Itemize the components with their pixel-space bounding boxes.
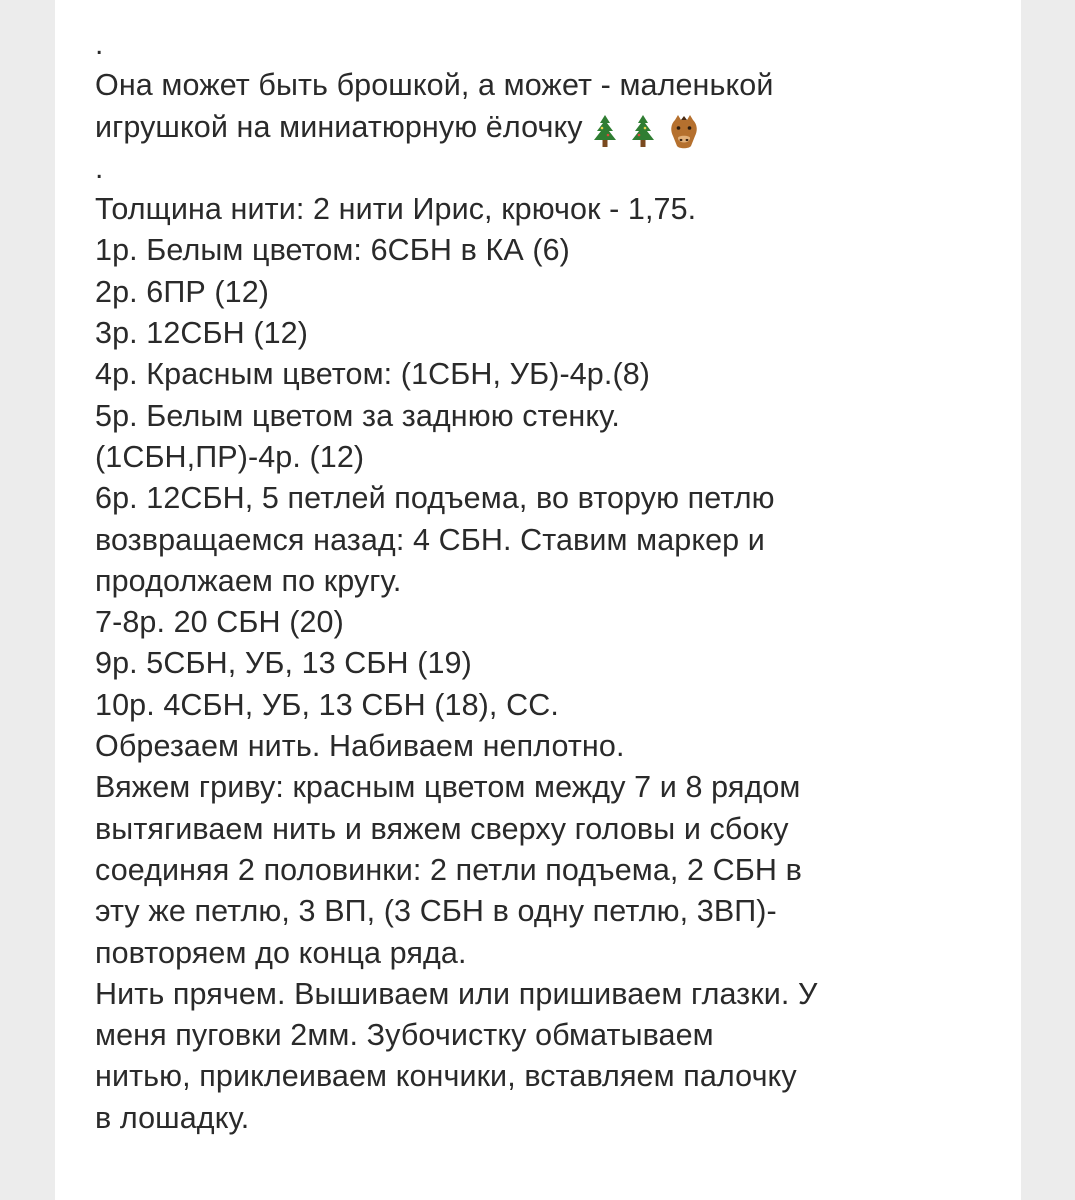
text-line: 5р. Белым цветом за заднюю стенку. — [95, 398, 620, 433]
text-line: повторяем до конца ряда. — [95, 935, 467, 970]
text-line: вытягиваем нить и вяжем сверху головы и сбоку — [95, 811, 789, 846]
text-line: эту же петлю, 3 ВП, (3 СБН в одну петлю, 3ВП)- — [95, 894, 777, 929]
horse-face-icon — [667, 114, 701, 150]
text-line: 4р. Красным цветом: (1СБН, УБ)-4р.(8) — [95, 357, 651, 392]
text-line: нитью, приклеиваем кончики, вставляем палочку — [95, 1059, 797, 1094]
text-line: 7-8р. 20 СБН (20) — [95, 605, 344, 640]
text-line: 2р. 6ПР (12) — [95, 274, 270, 309]
post-page — [55, 0, 1021, 1200]
text-line: Обрезаем нить. Набиваем неплотно. — [95, 729, 625, 764]
text-line: (1СБН,ПР)-4р. (12) — [95, 439, 365, 474]
text-line: 10р. 4СБН, УБ, 13 СБН (18), СС. — [95, 687, 559, 722]
text-line: 3р. 12СБН (12) — [95, 316, 308, 351]
christmas-tree-icon — [591, 114, 619, 150]
text-line: 6р. 12СБН, 5 петлей подъема, во вторую петлю — [95, 481, 775, 516]
text-line-with-emoji — [95, 107, 995, 148]
christmas-tree-icon — [629, 114, 657, 150]
text-line: 1р. Белым цветом: 6СБН в КА (6) — [95, 233, 570, 268]
emoji-group — [591, 111, 711, 147]
post-text — [95, 24, 995, 1139]
text-line: . — [95, 28, 104, 61]
text-line: продолжаем по кругу. — [95, 563, 402, 598]
text-line: 9р. 5СБН, УБ, 13 СБН (19) — [95, 646, 472, 681]
text-line: возвращаемся назад: 4 СБН. Ставим маркер и — [95, 522, 765, 557]
text-line: в лошадку. — [95, 1100, 250, 1135]
text-line: Вяжем гриву: красным цветом между 7 и 8 рядом — [95, 770, 801, 805]
text-line: меня пуговки 2мм. Зубочистку обматываем — [95, 1018, 714, 1053]
text-line: соединяя 2 половинки: 2 петли подъема, 2 СБН в — [95, 852, 802, 887]
text-line: игрушкой на миниатюрную ёлочку — [95, 109, 583, 144]
text-line: Она может быть брошкой, а может - маленькой — [95, 68, 774, 103]
text-line: Толщина нити: 2 нити Ирис, крючок - 1,75. — [95, 192, 697, 227]
text-line: . — [95, 151, 104, 185]
text-line: Нить прячем. Вышиваем или пришиваем глазки. У — [95, 976, 818, 1011]
